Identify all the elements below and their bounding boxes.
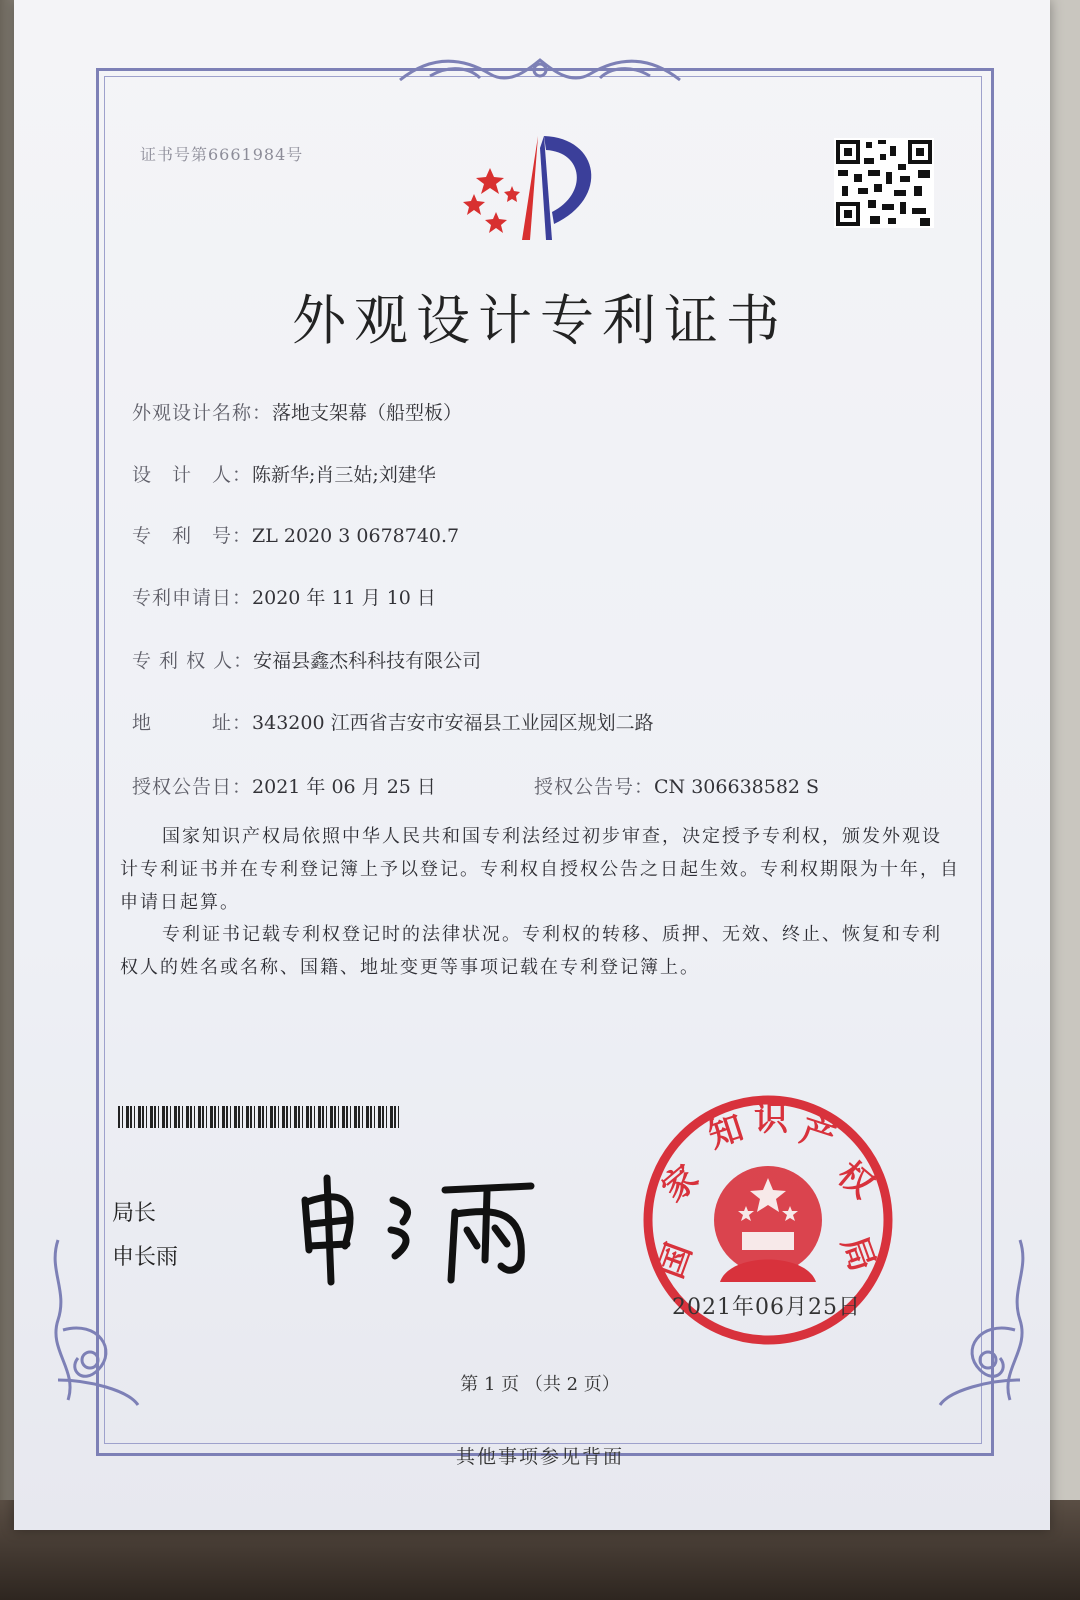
design-name-label: 外观设计名称： bbox=[132, 402, 273, 424]
svg-text:识: 识 bbox=[754, 1099, 788, 1139]
grant-number-field bbox=[534, 772, 819, 799]
patentee-field bbox=[132, 646, 481, 673]
svg-text:家: 家 bbox=[654, 1157, 707, 1211]
svg-text:国: 国 bbox=[650, 1237, 701, 1284]
svg-text:权: 权 bbox=[829, 1153, 882, 1207]
designer-field bbox=[132, 460, 436, 487]
design-name-value: 落地支架幕（船型板） bbox=[272, 402, 463, 424]
filing-date-field bbox=[132, 583, 436, 610]
svg-text:知: 知 bbox=[703, 1107, 749, 1157]
director-signature-icon bbox=[295, 1170, 545, 1290]
patent-number-label: 专 利 号： bbox=[132, 525, 253, 547]
grant-date-value: 2021 年 06 月 25 日 bbox=[252, 776, 436, 798]
legal-paragraph-1: 国家知识产权局依照中华人民共和国专利法经过初步审查，决定授予专利权，颁发外观设计专利证书并在专利登记簿上予以登记。专利权自授权公告之日起生效。专利权期限为十年，自申请日起算。 bbox=[120, 826, 960, 913]
design-name-field bbox=[132, 398, 462, 425]
certificate-number: 证书号第6661984号 bbox=[140, 145, 304, 164]
grant-number-label: 授权公告号： bbox=[534, 776, 655, 798]
patentee-value: 安福县鑫杰科科技有限公司 bbox=[253, 650, 482, 672]
svg-text:产: 产 bbox=[795, 1110, 841, 1159]
patent-office-emblem-icon bbox=[460, 128, 620, 248]
address-label: 地 址： bbox=[132, 712, 253, 734]
back-page-note: 其他事项参见背面 bbox=[455, 1446, 624, 1468]
svg-text:局: 局 bbox=[833, 1230, 883, 1277]
page-indicator: 第 1 页 （共 2 页） bbox=[460, 1374, 620, 1395]
grant-number-value: CN 306638582 S bbox=[654, 776, 820, 798]
address-field bbox=[132, 708, 654, 735]
qr-code-icon bbox=[834, 138, 934, 228]
grant-date-label: 授权公告日： bbox=[132, 776, 253, 798]
filing-date-value: 2020 年 11 月 10 日 bbox=[252, 587, 436, 609]
address-value: 343200 江西省吉安市安福县工业园区规划二路 bbox=[252, 712, 654, 734]
patent-number-value: ZL 2020 3 0678740.7 bbox=[252, 525, 460, 547]
top-ornament-icon bbox=[390, 46, 690, 94]
director-name: 申长雨 bbox=[112, 1245, 179, 1270]
patentee-label: 专 利 权 人： bbox=[132, 650, 254, 672]
filing-date-label: 专利申请日： bbox=[132, 587, 253, 609]
barcode bbox=[118, 1106, 400, 1128]
patent-number-field bbox=[132, 521, 459, 548]
designer-label: 设 计 人： bbox=[132, 464, 253, 486]
certificate-title: 外观设计专利证书 bbox=[292, 289, 788, 352]
director-title: 局长 bbox=[112, 1201, 157, 1226]
grant-date-field bbox=[132, 772, 436, 799]
legal-paragraph-2: 专利证书记载专利权登记时的法律状况。专利权的转移、质押、无效、终止、恢复和专利权人的姓名或名称、国籍、地址变更等事项记载在专利登记簿上。 bbox=[120, 924, 942, 978]
designer-value: 陈新华;肖三姑;刘建华 bbox=[252, 464, 436, 486]
seal-date: 2021年06月25日 bbox=[672, 1295, 861, 1320]
